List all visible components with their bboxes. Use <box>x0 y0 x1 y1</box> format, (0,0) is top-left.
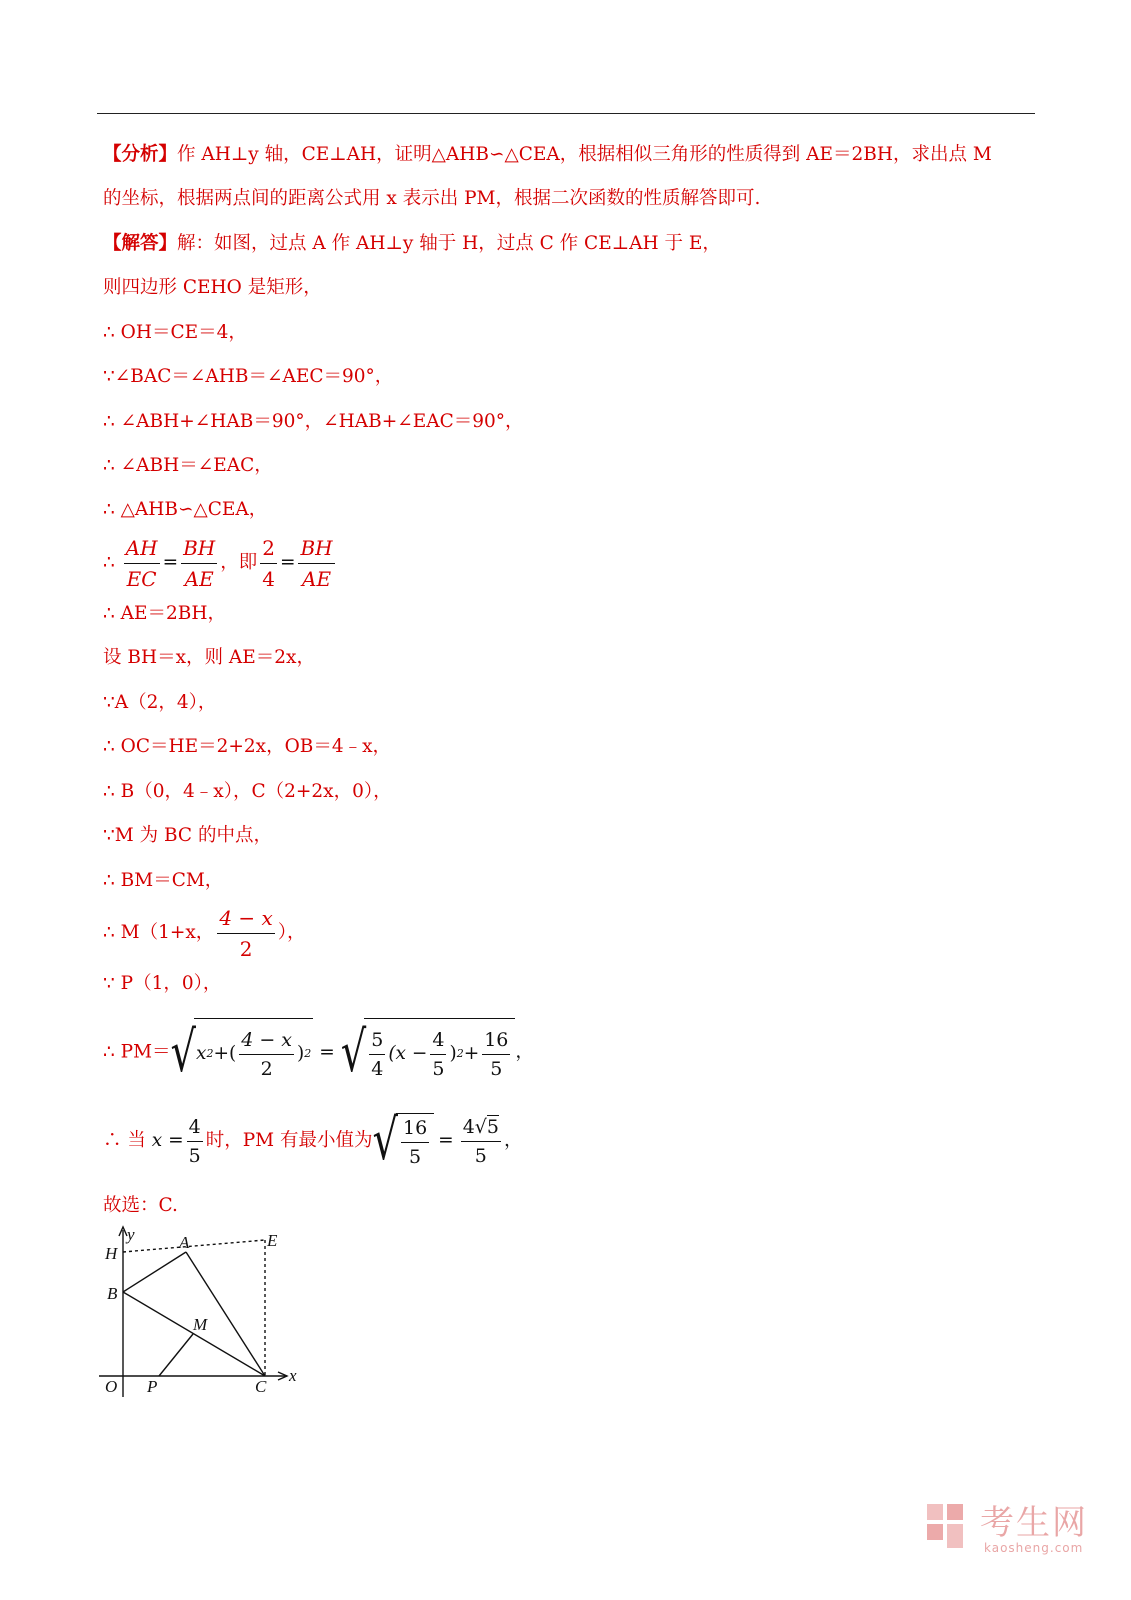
geometry-figure <box>97 1222 307 1404</box>
fraction-bh-ae-2: $\frac{BH}{AE}$ <box>300 535 333 591</box>
analysis-text-2: 的坐标，根据两点间的距离公式用 x 表示出 PM，根据二次函数的性质解答即可. <box>103 188 761 209</box>
segment-pm <box>159 1334 193 1376</box>
fraction-ah-ec: $\frac{AH}{EC}$ <box>125 535 158 591</box>
step-7-connector: ，即 <box>220 552 258 573</box>
kaosheng-logo-icon <box>925 1500 969 1552</box>
step-12: ∴ B（0，4﹣x），C（2+2x，0）， <box>103 781 392 802</box>
step-10: ∵A（2，4）， <box>103 692 217 713</box>
conclusion: 故选：C. <box>103 1195 178 1216</box>
analysis-line-1 <box>103 143 992 167</box>
watermark-name: 考生网 <box>980 1503 1088 1543</box>
step-5: ∴ ∠ABH＝∠EAC， <box>103 455 273 476</box>
label-a: A <box>179 1233 190 1252</box>
label-b: B <box>107 1284 118 1303</box>
label-e: E <box>267 1231 278 1250</box>
segment-ac <box>186 1252 265 1376</box>
segment-ba <box>123 1252 186 1292</box>
equals-sign-2: = <box>279 552 296 573</box>
sqrt-expression-1: √ x 2 +( $\frac{4 - x}{2}$ ) 2 <box>171 1018 314 1087</box>
step-7-ratio <box>103 534 338 592</box>
watermark-url: kaosheng.com <box>984 1541 1084 1555</box>
step-4: ∴ ∠ABH+∠HAB＝90°，∠HAB+∠EAC＝90°， <box>103 411 524 432</box>
sqrt-expression-2: √ $\frac{5}{4}$ (x − $\frac{4}{5}$ ) 2 + $\frac{16}{5}$ <box>341 1018 516 1087</box>
step-9: 设 BH＝x，则 AE＝2x， <box>103 647 315 668</box>
step-17-suffix: ， <box>515 1041 534 1063</box>
label-h: H <box>105 1244 118 1263</box>
fraction-4-minus-x-over-2: $\frac{4 - x}{2}$ <box>219 905 273 961</box>
sqrt-16-over-5: √ $\frac{16}{5}$ <box>372 1108 434 1174</box>
solution-intro-line <box>103 232 721 256</box>
solution-intro: 解：如图，过点 A 作 AH⊥y 轴于 H，过点 C 作 CE⊥AH 于 E， <box>177 233 721 254</box>
step-15-suffix: ）， <box>277 922 306 943</box>
step-15-prefix: ∴ M（1+x， <box>103 922 215 943</box>
fraction-4-5: $\frac{4}{5}$ <box>188 1115 201 1167</box>
step-6: ∴ △AHB∽△CEA， <box>103 499 268 520</box>
label-o: O <box>105 1377 118 1396</box>
step-18-minimum <box>103 1108 523 1174</box>
equals-sign: = <box>162 552 179 573</box>
step-8: ∴ AE＝2BH， <box>103 603 227 624</box>
therefore-symbol: ∴ <box>103 552 115 573</box>
label-p: P <box>147 1377 158 1396</box>
step-14: ∴ BM＝CM， <box>103 870 224 891</box>
segment-he <box>123 1240 265 1252</box>
step-13: ∵M 为 BC 的中点， <box>103 825 272 846</box>
step-2: ∴ OH＝CE＝4， <box>103 322 247 343</box>
step-18-suffix: ， <box>503 1130 523 1151</box>
step-18-prefix: ∴ 当 <box>103 1130 146 1151</box>
step-11: ∴ OC＝HE＝2+2x，OB＝4﹣x， <box>103 736 392 757</box>
label-m: M <box>193 1315 208 1334</box>
analysis-tag: 【分析】 <box>103 144 178 165</box>
equals-sign-4: = <box>438 1130 454 1151</box>
segment-bc <box>123 1292 265 1376</box>
analysis-line-2 <box>103 187 760 211</box>
step-17-prefix: ∴ PM＝ <box>103 1041 171 1063</box>
x-equals: x = <box>151 1130 184 1151</box>
step-16: ∵ P（1，0）， <box>103 973 222 994</box>
step-18-text: 时，PM 有最小值为 <box>205 1130 373 1151</box>
analysis-text-1: 作 AH⊥y 轴，CE⊥AH，证明△AHB∽△CEA，根据相似三角形的性质得到 AE＝2BH，求出点 M <box>177 144 992 165</box>
fraction-2-4: $\frac{2}{4}$ <box>262 535 275 591</box>
step-3: ∵∠BAC＝∠AHB＝∠AEC＝90°， <box>103 366 394 387</box>
label-y: y <box>127 1225 135 1244</box>
header-rule <box>97 113 1035 114</box>
fraction-4root5-over-5: $\frac{4√5}{5}$ <box>462 1115 499 1167</box>
label-c: C <box>255 1377 267 1396</box>
label-x: x <box>289 1366 297 1385</box>
solution-tag: 【解答】 <box>103 233 178 254</box>
step-15-midpoint <box>103 904 306 962</box>
watermark <box>980 1505 1088 1555</box>
fraction-bh-ae: $\frac{BH}{AE}$ <box>183 535 216 591</box>
step-17-distance <box>103 1018 534 1087</box>
step-1: 则四边形 CEHO 是矩形， <box>103 277 322 298</box>
equals-sign-3: = <box>319 1041 335 1063</box>
